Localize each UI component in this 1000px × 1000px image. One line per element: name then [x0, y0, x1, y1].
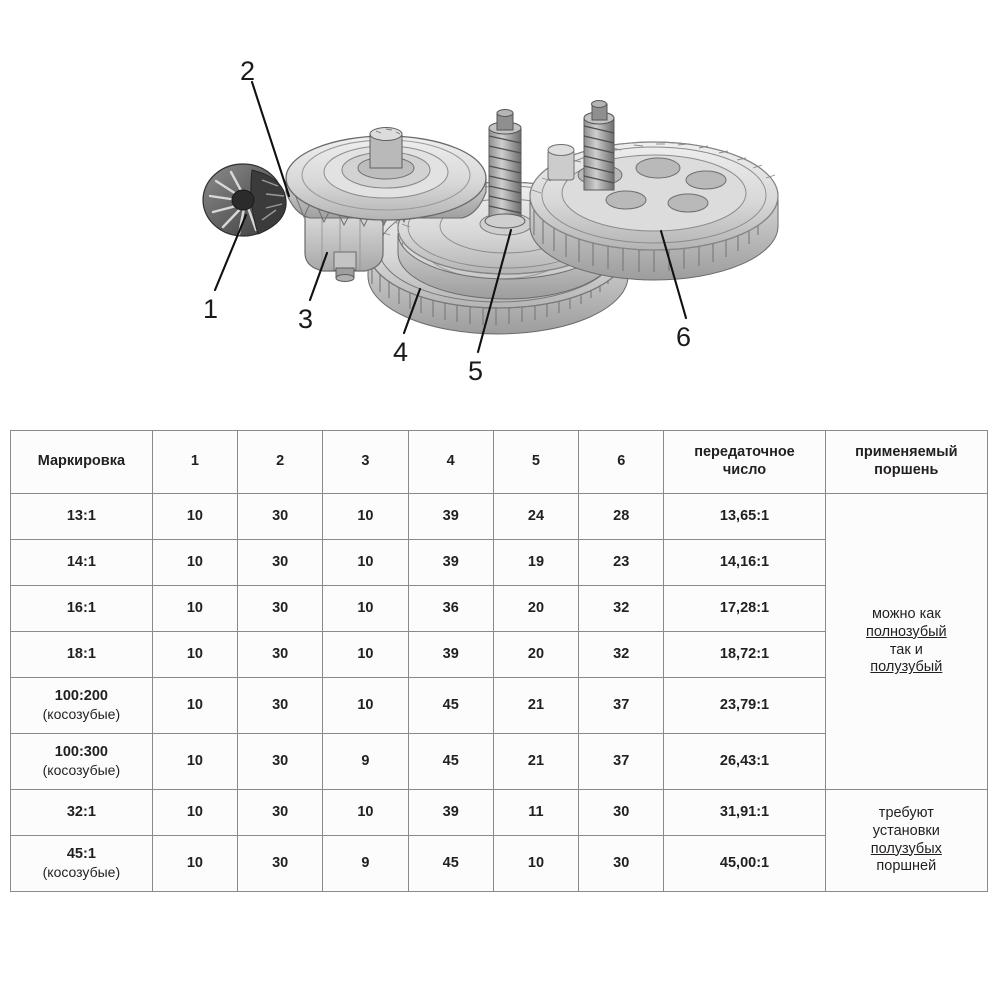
cell-gear-5: 11	[493, 790, 578, 836]
header-piston-line2: поршень	[874, 462, 939, 478]
table-body	[11, 494, 988, 892]
cell-gear-3: 10	[323, 540, 408, 586]
cell-gear-2: 30	[238, 540, 323, 586]
cell-gear-4: 39	[408, 632, 493, 678]
cell-ratio: 18,72:1	[664, 632, 825, 678]
cell-gear-1: 10	[152, 836, 237, 892]
gear-spec-table-wrapper	[10, 430, 988, 892]
callout-number-3: 3	[298, 304, 314, 334]
header-gear-4: 4	[408, 431, 493, 494]
cell-marking-subtext: (косозубые)	[42, 863, 121, 880]
header-ratio-line1: передаточное	[694, 444, 795, 461]
cell-gear-5: 21	[493, 734, 578, 790]
header-marking: Маркировка	[11, 431, 153, 494]
cell-gear-4: 39	[408, 494, 493, 540]
cell-gear-1: 10	[152, 632, 237, 678]
cell-marking: 45:1 (косозубые)	[11, 836, 153, 892]
header-gear-2: 2	[238, 431, 323, 494]
header-piston-line1: применяемый	[855, 444, 958, 461]
cell-gear-6: 23	[579, 540, 664, 586]
cell-marking: 32:1	[11, 790, 153, 836]
cell-gear-2: 30	[238, 836, 323, 892]
cell-ratio: 17,28:1	[664, 586, 825, 632]
cell-gear-5: 24	[493, 494, 578, 540]
cell-gear-6: 32	[579, 586, 664, 632]
cell-gear-3: 10	[323, 678, 408, 734]
cell-gear-3: 9	[323, 734, 408, 790]
cell-piston-note	[825, 494, 987, 790]
cell-gear-4: 45	[408, 734, 493, 790]
cell-marking: 13:1	[11, 494, 153, 540]
worm-screw-right	[584, 101, 614, 191]
header-ratio-line2: число	[722, 462, 767, 478]
cell-gear-2: 30	[238, 678, 323, 734]
worm-screw-left	[485, 110, 525, 229]
callout-number-5: 5	[468, 356, 484, 386]
cell-gear-6: 28	[579, 494, 664, 540]
cell-gear-6: 37	[579, 734, 664, 790]
cell-gear-1: 10	[152, 586, 237, 632]
cell-gear-1: 10	[152, 540, 237, 586]
gear-6-large-spur	[530, 142, 778, 280]
piston-note-line: установки	[872, 822, 940, 839]
cell-gear-5: 20	[493, 632, 578, 678]
cell-gear-6: 30	[579, 836, 664, 892]
piston-note-line: можно как	[871, 606, 941, 623]
header-gear-3: 3	[323, 431, 408, 494]
header-piston	[825, 431, 987, 494]
gear-assembly-figure	[0, 0, 1000, 415]
piston-note-line: полузубый	[870, 659, 943, 676]
cell-marking-subtext: (косозубые)	[42, 761, 121, 778]
header-ratio	[664, 431, 825, 494]
cell-ratio: 31,91:1	[664, 790, 825, 836]
cell-gear-4: 39	[408, 790, 493, 836]
cell-gear-2: 30	[238, 632, 323, 678]
header-gear-1: 1	[152, 431, 237, 494]
cell-marking: 14:1	[11, 540, 153, 586]
cell-gear-3: 10	[323, 494, 408, 540]
callout-number-1: 1	[203, 294, 219, 324]
table-row	[11, 494, 988, 540]
cell-gear-4: 45	[408, 836, 493, 892]
cell-gear-6: 30	[579, 790, 664, 836]
cell-marking: 16:1	[11, 586, 153, 632]
header-gear-6: 6	[579, 431, 664, 494]
gear-spec-table	[10, 430, 988, 892]
cell-gear-5: 21	[493, 678, 578, 734]
gear-assembly-illustration	[0, 0, 1000, 415]
cell-gear-2: 30	[238, 586, 323, 632]
cell-ratio: 26,43:1	[664, 734, 825, 790]
cell-piston-note	[825, 790, 987, 892]
cell-gear-1: 10	[152, 790, 237, 836]
table-header	[11, 431, 988, 494]
cell-marking: 100:300 (косозубые)	[11, 734, 153, 790]
cell-ratio: 14,16:1	[664, 540, 825, 586]
callout-number-4: 4	[393, 337, 409, 367]
header-gear-5: 5	[493, 431, 578, 494]
cell-gear-4: 36	[408, 586, 493, 632]
piston-note-line: требуют	[878, 805, 934, 822]
cell-gear-3: 10	[323, 632, 408, 678]
piston-note-line: поршней	[876, 858, 937, 875]
cell-gear-3: 10	[323, 586, 408, 632]
piston-note-line: полнозубый	[865, 623, 947, 640]
cell-gear-2: 30	[238, 790, 323, 836]
piston-note-line: так и	[889, 641, 923, 658]
cell-gear-2: 30	[238, 494, 323, 540]
gear-1-bevel-pinion	[203, 164, 286, 236]
cell-gear-4: 45	[408, 678, 493, 734]
cell-ratio: 45,00:1	[664, 836, 825, 892]
cell-gear-5: 20	[493, 586, 578, 632]
cell-gear-2: 30	[238, 734, 323, 790]
cell-gear-6: 32	[579, 632, 664, 678]
callout-number-2: 2	[240, 56, 256, 86]
cell-ratio: 23,79:1	[664, 678, 825, 734]
cell-marking: 100:200 (косозубые)	[11, 678, 153, 734]
cell-gear-6: 37	[579, 678, 664, 734]
cell-gear-5: 10	[493, 836, 578, 892]
cell-marking: 18:1	[11, 632, 153, 678]
cell-marking-subtext: (косозубые)	[42, 705, 121, 722]
table-row	[11, 790, 988, 836]
cell-gear-3: 9	[323, 836, 408, 892]
cell-gear-3: 10	[323, 790, 408, 836]
callout-number-6: 6	[676, 322, 692, 352]
cell-gear-1: 10	[152, 678, 237, 734]
header-row	[11, 431, 988, 494]
cell-gear-4: 39	[408, 540, 493, 586]
cell-gear-1: 10	[152, 494, 237, 540]
piston-note-line: полузубых	[870, 840, 942, 857]
cell-gear-1: 10	[152, 734, 237, 790]
cell-gear-5: 19	[493, 540, 578, 586]
cell-ratio: 13,65:1	[664, 494, 825, 540]
